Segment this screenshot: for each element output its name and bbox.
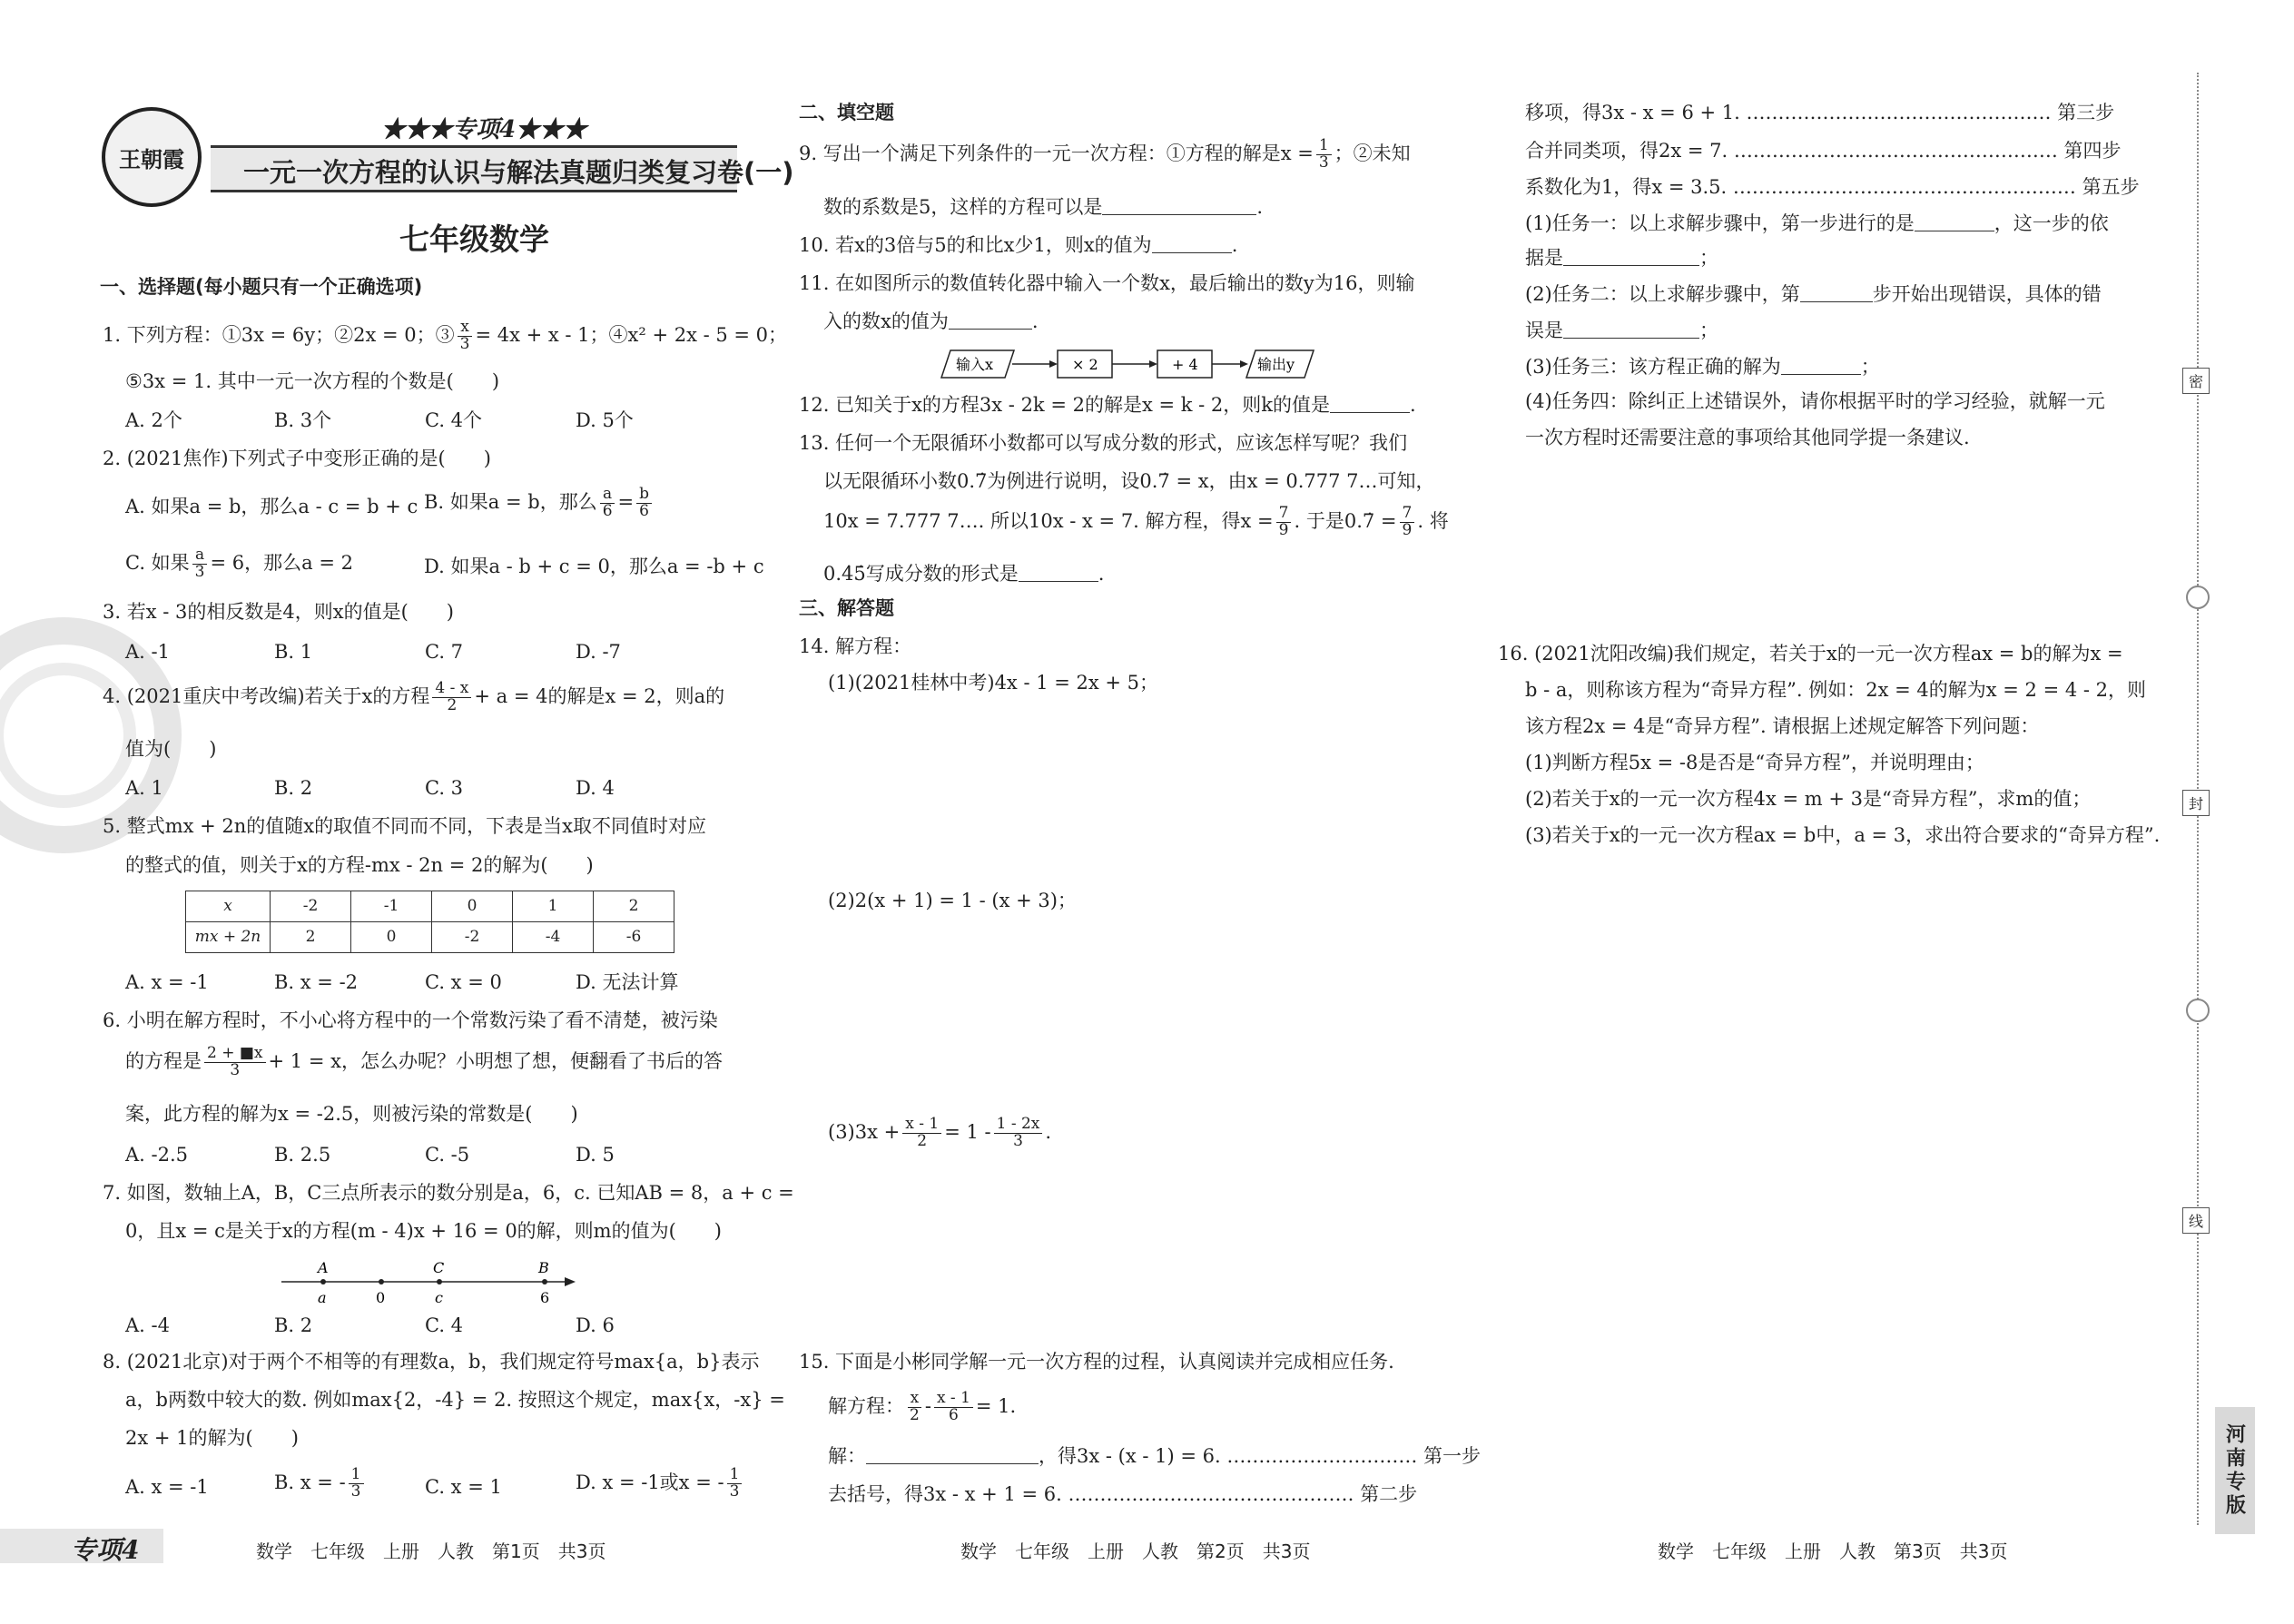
q14-part3: (3)3x + $\frac{x - 1}{2}$ = 1 - $\frac{1 - 2x}{3}$ .	[828, 1115, 1052, 1150]
table-cell: mx + 2n	[186, 922, 271, 953]
q16-line1: 16. (2021沈阳改编)我们规定，若关于x的一元一次方程ax = b的解为x =	[1498, 643, 2123, 664]
axis-label-B: B	[538, 1259, 549, 1276]
q1-text-b: = 4x + x - 1；④x² + 2x - 5 = 0；	[475, 323, 788, 346]
q9-line1: 9. 写出一个满足下列条件的一元一次方程：①方程的解是x = $\frac{1}{3}$ ；②未知	[799, 136, 1411, 172]
q1-option-c: C. 4个	[425, 409, 483, 431]
section-solve: 三、解答题	[799, 597, 894, 619]
q5-option-c: C. x = 0	[425, 971, 502, 993]
table-cell: 2	[271, 922, 351, 953]
q14-stem: 14. 解方程：	[799, 635, 912, 657]
q8-line1: 8. (2021北京)对于两个不相等的有理数a，b，我们规定符号max{a，b}表示	[103, 1351, 760, 1373]
axis-label-A: A	[318, 1259, 329, 1276]
footer-page-3: 数学 七年级 上册 人教 第3页 共3页	[1658, 1540, 2008, 1562]
q15-task4-line1: (4)任务四：除纠正上述错误外，请你根据平时的学习经验，就解一元	[1525, 390, 2105, 412]
q2-option-c: C. 如果 $\frac{a}{3}$ = 6，那么a = 2	[125, 546, 353, 581]
q13-line1: 13. 任何一个无限循环小数都可以写成分数的形式，应该怎样写呢？我们	[799, 432, 1408, 454]
axis-label-C: C	[433, 1259, 445, 1276]
q15-step5: 系数化为1，得x = 3.5. ……………………………………………… 第五步	[1525, 176, 2140, 198]
table-cell: -6	[594, 922, 674, 953]
q15-step4: 合并同类项，得2x = 7. …………………………………………… 第四步	[1525, 140, 2122, 162]
q7-option-b: B. 2	[274, 1314, 313, 1336]
flow-times2: × 2	[1072, 356, 1098, 373]
q7-option-c: C. 4	[425, 1314, 464, 1336]
table-cell: 0	[432, 891, 513, 922]
q1-line2: ⑤3x = 1. 其中一元一次方程的个数是( )	[125, 370, 500, 392]
q6-option-c: C. -5	[425, 1144, 470, 1166]
q15-task1-blank[interactable]	[1915, 214, 1994, 231]
flow-input: 输入x	[956, 356, 994, 373]
q2-option-a: A. 如果a = b，那么a - c = b + c	[125, 496, 418, 517]
footer-page-2: 数学 七年级 上册 人教 第2页 共3页	[960, 1540, 1311, 1562]
q1-fraction: $\frac{x}{3}$	[458, 320, 473, 353]
footer-page-1: 数学 七年级 上册 人教 第1页 共3页	[256, 1540, 606, 1562]
q11-line2: 入的数x的值为 .	[823, 310, 1039, 332]
q12: 12. 已知关于x的方程3x - 2k = 2的解是x = k - 2，则k的值是 .	[799, 394, 1416, 416]
q3-option-a: A. -1	[125, 641, 170, 663]
q8-option-c: C. x = 1	[425, 1476, 502, 1498]
q3-option-b: B. 1	[274, 641, 313, 663]
seal-mark-3: 线	[2182, 1207, 2210, 1234]
q7-option-a: A. -4	[125, 1314, 170, 1336]
q15-task1-line1: (1)任务一：以上求解步骤中，第一步进行的是 ，这一步的依	[1525, 212, 2109, 234]
q15-task1-basis-blank[interactable]	[1563, 249, 1699, 266]
q1-text-a: 1. 下列方程：①3x = 6y；②2x = 0；③	[103, 323, 455, 346]
q15-task2-line1: (2)任务二：以上求解步骤中，第 步开始出现错误，具体的错	[1525, 283, 2102, 305]
q6-option-b: B. 2.5	[274, 1144, 331, 1166]
q7-line2: 0，且x = c是关于x的方程(m - 4)x + 16 = 0的解，则m的值为( )	[125, 1220, 722, 1242]
q16-line5: (2)若关于x的一元一次方程4x = m + 3是“奇异方程”，求m的值；	[1525, 788, 2092, 810]
table-cell: -2	[432, 922, 513, 953]
q10: 10. 若x的3倍与5的和比x少1，则x的值为 .	[799, 234, 1238, 256]
seal-mark-2: 封	[2182, 790, 2210, 816]
table-cell: x	[186, 891, 271, 922]
q13-line3: 10x = 7.777 7…. 所以10x - x = 7. 解方程，得x = $\frac{7}{9}$ . 于是0.7̇ = $\frac{7}{9}$ . 将	[823, 504, 1449, 539]
q15-task2-step-blank[interactable]	[1800, 285, 1873, 302]
q2-stem: 2. (2021焦作)下列式子中变形正确的是( )	[103, 448, 491, 469]
q15-task3: (3)任务三：该方程正确的解为 ；	[1525, 356, 1880, 378]
edition-badge	[2215, 1407, 2255, 1534]
q3-stem: 3. 若x - 3的相反数是4，则x的值是( )	[103, 601, 454, 623]
q8-option-b: B. x = - $\frac{1}{3}$	[274, 1467, 367, 1501]
q6-line2: 的方程是 $\frac{2 + ■x}{3}$ + 1 = x，怎么办呢？小明想了想，便翻看了书后的答	[125, 1044, 723, 1079]
q16-line4: (1)判断方程5x = -8是否是“奇异方程”，并说明理由；	[1525, 752, 1984, 773]
q5-option-a: A. x = -1	[125, 971, 209, 993]
binding-hole-1	[2186, 586, 2210, 609]
edition-text: 河南专版	[2222, 1423, 2247, 1518]
table-cell: -4	[513, 922, 594, 953]
q6-option-d: D. 5	[576, 1144, 615, 1166]
q4-option-d: D. 4	[576, 777, 615, 799]
q4-option-c: C. 3	[425, 777, 464, 799]
q15-task2-line2: 误是 ；	[1525, 320, 1718, 341]
flow-plus4: + 4	[1172, 356, 1198, 373]
section-fill: 二、填空题	[799, 102, 894, 123]
q13-line4: 0.4̇5̇写成分数的形式是 .	[823, 563, 1105, 585]
q9-line2: 数的系数是5，这样的方程可以是 .	[823, 196, 1264, 218]
q1-option-d: D. 5个	[576, 409, 634, 431]
q8-line2: a，b两数中较大的数. 例如max{2，-4} = 2. 按照这个规定，max{x，-x} =	[125, 1389, 785, 1411]
table-cell: -1	[351, 891, 432, 922]
binding-hole-2	[2186, 999, 2210, 1022]
q13-line2: 以无限循环小数0.7̇为例进行说明，设0.7̇ = x，由x = 0.777 7…可知，	[823, 470, 1435, 492]
q16-line3: 该方程2x = 4是“奇异方程”. 请根据上述规定解答下列问题：	[1525, 715, 2040, 737]
q1-option-b: B. 3个	[274, 409, 332, 431]
table-cell: -2	[271, 891, 351, 922]
section-choice: 一、选择题(每小题只有一个正确选项)	[100, 276, 423, 298]
q16-line6: (3)若关于x的一元一次方程ax = b中，a = 3，求出符合要求的“奇异方程”.	[1525, 824, 2161, 846]
q15-task2-error-blank[interactable]	[1563, 321, 1699, 339]
q4-line1: 4. (2021重庆中考改编)若关于x的方程 $\frac{4 - x}{2}$ + a = 4的解是x = 2，则a的	[103, 679, 725, 714]
table-cell: 0	[351, 922, 432, 953]
q15-task3-blank[interactable]	[1781, 358, 1861, 375]
q6-option-a: A. -2.5	[125, 1144, 189, 1166]
page-title: 一元一次方程的认识与解法真题归类复习卷(一)	[243, 157, 794, 188]
q15-equation: 解方程： $\frac{x}{2}$ - $\frac{x - 1}{6}$ = 1.	[828, 1389, 1017, 1424]
axis-label-zero: 0	[376, 1289, 386, 1306]
q15-task4-line2: 一次方程时还需要注意的事项给其他同学提一条建议.	[1525, 427, 1970, 448]
q4-line2: 值为( )	[125, 738, 217, 760]
q15-task1-line2: 据是 ；	[1525, 247, 1718, 269]
q5-option-b: B. x = -2	[274, 971, 359, 993]
q15-step1: 解： ，得3x - (x - 1) = 6. ………………………… 第一步	[828, 1445, 1482, 1467]
table-cell: 2	[594, 891, 674, 922]
q6-line1: 6. 小明在解方程时，不小心将方程中的一个常数污染了看不清楚，被污染	[103, 1009, 718, 1031]
flow-output: 输出y	[1257, 356, 1295, 373]
axis-label-c: c	[435, 1289, 443, 1306]
q15-step3: 移项，得3x - x = 6 + 1. ………………………………………… 第三步	[1525, 102, 2115, 123]
axis-label-a: a	[318, 1289, 327, 1306]
subject-title: 七年级数学	[399, 221, 549, 257]
q8-option-a: A. x = -1	[125, 1476, 209, 1498]
q7-option-d: D. 6	[576, 1314, 615, 1336]
q2-option-b: B. 如果a = b，那么 $\frac{a}{6}$ = $\frac{b}{6}$	[424, 487, 655, 520]
q15-stem: 15. 下面是小彬同学解一元一次方程的过程，认真阅读并完成相应任务.	[799, 1351, 1394, 1373]
q11-line1: 11. 在如图所示的数值转化器中输入一个数x，最后输出的数y为16，则输	[799, 272, 1415, 294]
q5-line1: 5. 整式mx + 2n的值随x的取值不同而不同，下表是当x取不同值时对应	[103, 815, 706, 837]
q5-option-d: D. 无法计算	[576, 971, 679, 993]
footer-badge: 专项4	[71, 1535, 140, 1565]
q4-option-a: A. 1	[125, 777, 163, 799]
q8-option-d: D. x = -1或x = - $\frac{1}{3}$	[576, 1467, 744, 1501]
q5-line2: 的整式的值，则关于x的方程-mx - 2n = 2的解为( )	[125, 854, 594, 876]
q14-part2: (2)2(x + 1) = 1 - (x + 3)；	[828, 890, 1077, 911]
q3-option-c: C. 7	[425, 641, 464, 663]
q6-line3: 案，此方程的解为x = -2.5，则被污染的常数是( )	[125, 1103, 578, 1125]
q14-part1: (1)(2021桂林中考)4x - 1 = 2x + 5；	[828, 672, 1159, 694]
logo-text: 王朝霞	[119, 145, 184, 172]
seal-mark-1: 密	[2182, 368, 2210, 394]
q7-line1: 7. 如图，数轴上A，B，C三点所表示的数分别是a，6，c. 已知AB = 8，a + c =	[103, 1182, 794, 1204]
q4-option-b: B. 2	[274, 777, 313, 799]
q1-option-a: A. 2个	[125, 409, 182, 431]
header-stars: ★★★专项4★★★	[381, 116, 587, 143]
q3-option-d: D. -7	[576, 641, 621, 663]
table-cell: 1	[513, 891, 594, 922]
axis-label-six: 6	[540, 1289, 550, 1306]
q16-line2: b - a，则称该方程为“奇异方程”. 例如：2x = 4的解为x = 2 = 4 - 2，则	[1525, 679, 2147, 701]
q8-line3: 2x + 1的解为( )	[125, 1427, 299, 1449]
q15-step2: 去括号，得3x - x + 1 = 6. ……………………………………… 第二步	[828, 1483, 1418, 1505]
q2-option-d: D. 如果a - b + c = 0，那么a = -b + c	[424, 556, 764, 577]
